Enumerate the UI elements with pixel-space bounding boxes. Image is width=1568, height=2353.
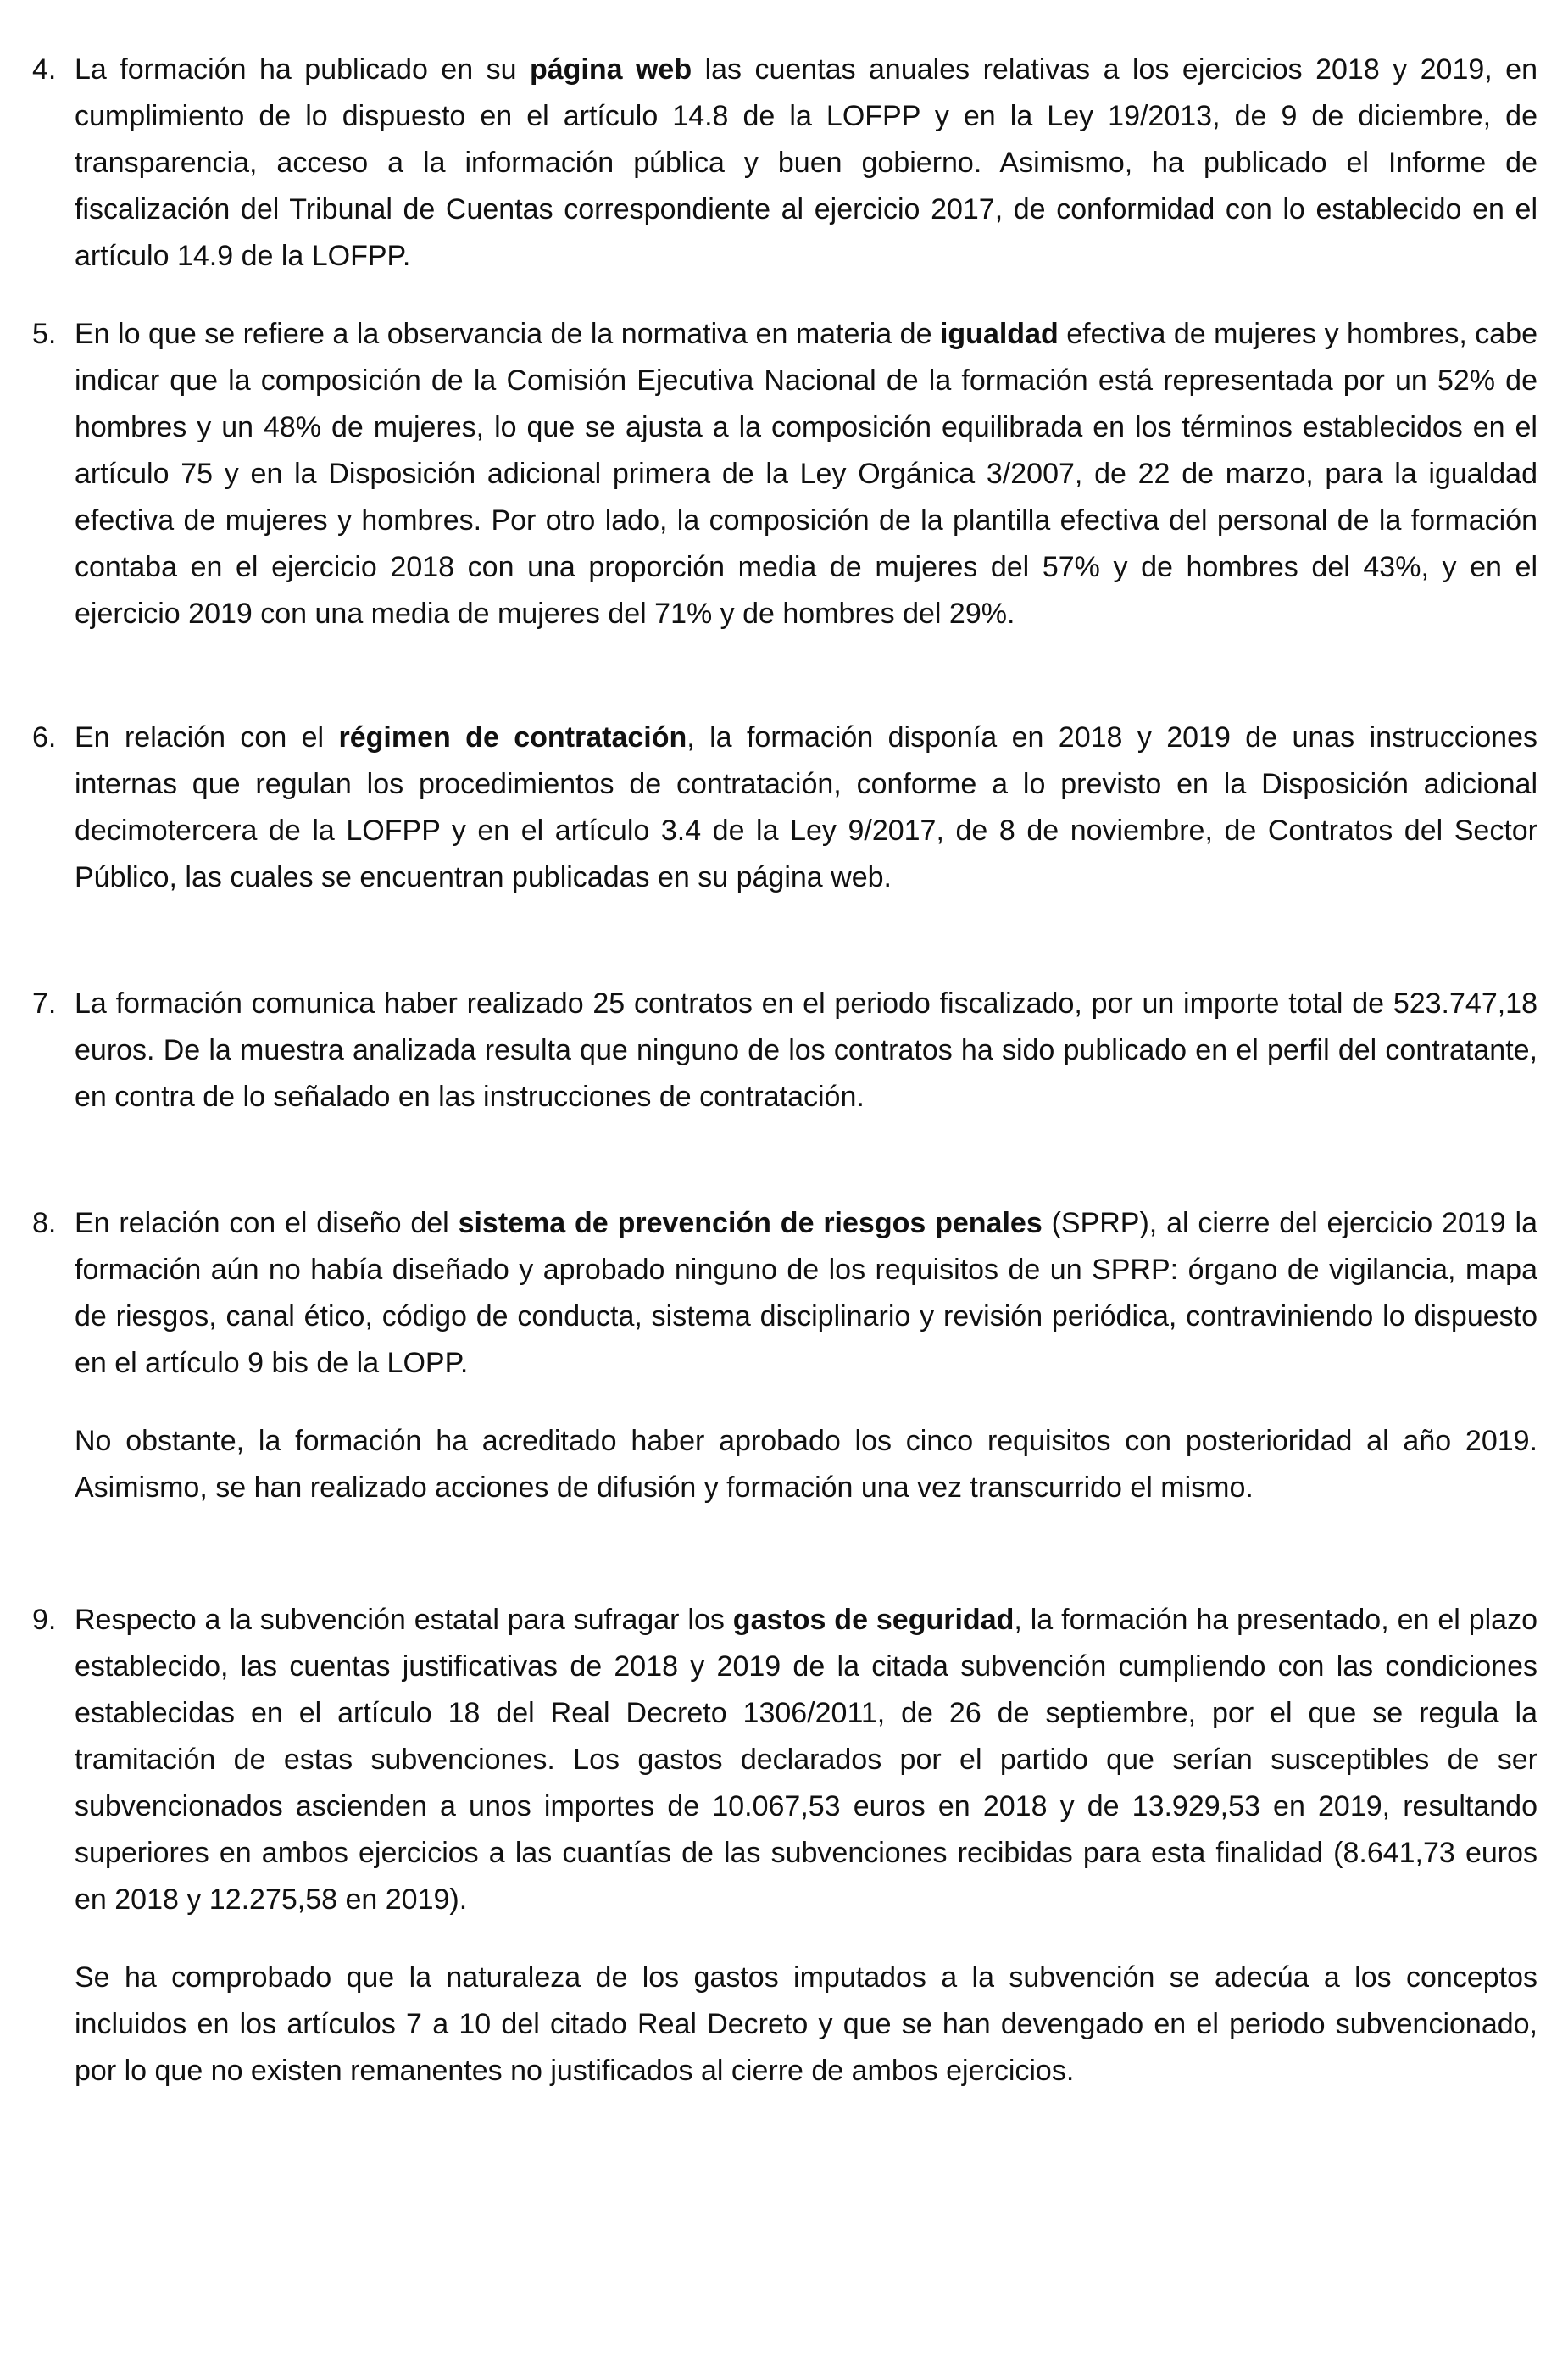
bold-term: gastos de seguridad [732, 1604, 1015, 1636]
item-number: 5. [32, 318, 57, 350]
text-run: En relación con el [75, 721, 339, 754]
paragraph [75, 1200, 1537, 1387]
text-run: En lo que se refiere a la observancia de la normativa en materia de [75, 318, 940, 350]
text-run: efectiva de mujeres y hombres, cabe indicar que la composición de la Comisión Ejecutiva Nacional de la formación está representada por un 52% de hombres y un 48% de mujeres, lo que se ajusta a la composición equilibrada en los términos establecidos en el artículo 75 y en la Disposición adicional primera de la Ley Orgánica 3/2007, de 22 de marzo, para la igualdad efectiva de mujeres y hombres. Por otro lado, la composición de la plantilla efectiva del personal de la formación contaba en el ejercicio 2018 con una proporción media de mujeres del 57% y de hombres del 43%, y en el ejercicio 2019 con una media de mujeres del 71% y de hombres del 29%. [75, 318, 1537, 630]
text-run: En relación con el diseño del [75, 1207, 459, 1239]
paragraph [75, 981, 1537, 1121]
list-item-4 [32, 47, 1537, 280]
bold-term: igualdad [939, 318, 1059, 350]
bold-term: régimen de contratación [338, 721, 687, 754]
paragraph [75, 1955, 1537, 2094]
paragraph [75, 1418, 1537, 1511]
text-run: La formación comunica haber realizado 25 contratos en el periodo fiscalizado, por un importe total de 523.747,18 euros. De la muestra analizada resulta que ninguno de los contratos ha sido publicado en el perfil del contratante, en contra de lo señalado en las instrucciones de contratación. [75, 987, 1537, 1113]
paragraph [75, 715, 1537, 901]
text-run: (SPRP), al cierre del ejercicio 2019 la formación aún no había diseñado y aprobado ninguno de los requisitos de un SPRP: órgano de vigilancia, mapa de riesgos, canal ético, código de conducta, sistema disciplinario y revisión periódica, contraviniendo lo dispuesto en el artículo 9 bis de la LOPP. [75, 1207, 1537, 1379]
text-run: La formación ha publicado en su [75, 53, 530, 86]
paragraph [75, 311, 1537, 637]
item-number: 4. [32, 53, 57, 86]
text-run: , la formación disponía en 2018 y 2019 de unas instrucciones internas que regulan los procedimientos de contratación, conforme a lo previsto en la Disposición adicional decimotercera de la LOFPP y en el artículo 3.4 de la Ley 9/2017, de 8 de noviembre, de Contratos del Sector Público, las cuales se encuentran publicadas en su página web. [75, 721, 1537, 893]
text-run: , la formación ha presentado, en el plazo establecido, las cuentas justificativas de 2018 y 2019 de la citada subvención cumpliendo con las condiciones establecidas en el artículo 18 del Real Decreto 1306/2011, de 26 de septiembre, por el que se regula la tramitación de estas subvenciones. Los gastos declarados por el partido que serían susceptibles de ser subvencionados ascienden a unos importes de 10.067,53 euros en 2018 y de 13.929,53 en 2019, resultando superiores en ambos ejercicios a las cuantías de las subvenciones recibidas para esta finalidad (8.641,73 euros en 2018 y 12.275,58 en 2019). [75, 1604, 1537, 1916]
list-item-7 [32, 981, 1537, 1121]
list-item-5 [32, 311, 1537, 637]
paragraph [75, 1597, 1537, 1923]
text-run: No obstante, la formación ha acreditado haber aprobado los cinco requisitos con posterioridad al año 2019. Asimismo, se han realizado acciones de difusión y formación una vez transcurrido el mismo. [75, 1425, 1537, 1504]
item-number: 6. [32, 721, 57, 754]
item-number: 8. [32, 1207, 57, 1239]
bold-term: página web [529, 53, 692, 86]
list-item-6 [32, 715, 1537, 901]
text-run: las cuentas anuales relativas a los ejercicios 2018 y 2019, en cumplimiento de lo dispuesto en el artículo 14.8 de la LOFPP y en la Ley 19/2013, de 9 de diciembre, de transparencia, acceso a la información pública y buen gobierno. Asimismo, ha publicado el Informe de fiscalización del Tribunal de Cuentas correspondiente al ejercicio 2017, de conformidad con lo establecido en el artículo 14.9 de la LOFPP. [75, 53, 1538, 272]
list-item-9 [32, 1597, 1537, 2094]
text-run: Se ha comprobado que la naturaleza de los gastos imputados a la subvención se adecúa a los conceptos incluidos en los artículos 7 a 10 del citado Real Decreto y que se han devengado en el periodo subvencionado, por lo que no existen remanentes no justificados al cierre de ambos ejercicios. [75, 1961, 1537, 2087]
bold-term: sistema de prevención de riesgos penales [458, 1207, 1043, 1239]
paragraph [75, 47, 1537, 280]
text-run: Respecto a la subvención estatal para sufragar los [75, 1604, 733, 1636]
item-number: 9. [32, 1604, 57, 1636]
item-number: 7. [32, 987, 57, 1020]
list-item-8 [32, 1200, 1537, 1511]
